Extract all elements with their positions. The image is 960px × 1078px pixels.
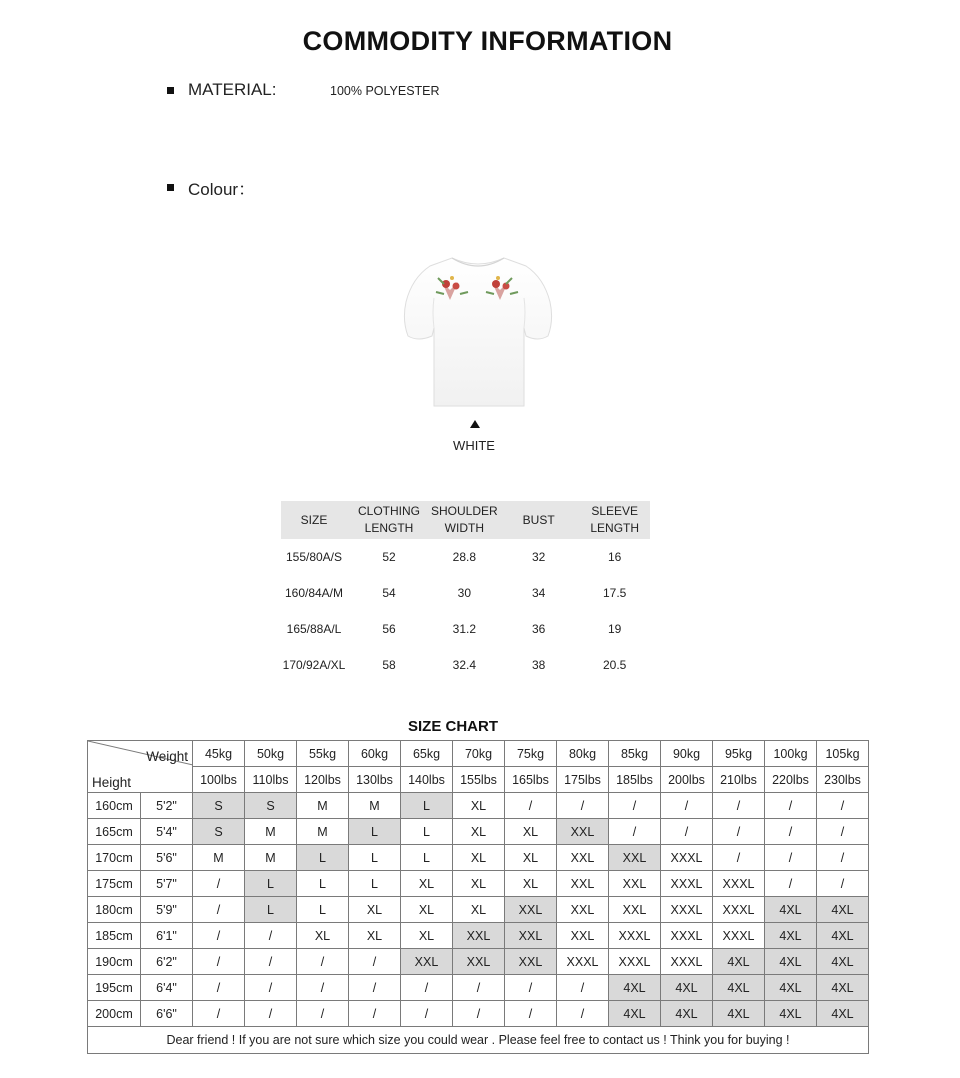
size-recommendation-cell: XXXL [713,923,765,949]
size-recommendation-cell: 4XL [765,897,817,923]
table-row [88,897,869,923]
size-recommendation-cell: / [401,1001,453,1027]
size-recommendation-cell: XL [401,923,453,949]
height-cm-cell: 180cm [88,897,141,923]
size-recommendation-cell: XL [453,845,505,871]
size-recommendation-cell: / [713,793,765,819]
height-cm-cell: 190cm [88,949,141,975]
size-recommendation-cell: XXXL [609,949,661,975]
sleeve-length-cell: 17.5 [603,586,627,600]
height-ft-cell: 6'6" [141,1001,193,1027]
size-recommendation-cell: M [193,845,245,871]
height-cm-cell: 165cm [88,819,141,845]
size-recommendation-cell: / [453,975,505,1001]
weight-lbs-header: 120lbs [297,767,349,793]
size-chart-footer-note: Dear friend ! If you are not sure which size you could wear . Please feel free to contact us ! Think you for buying ! [88,1027,869,1054]
page-title: COMMODITY INFORMATION [302,26,673,56]
table-row [88,975,869,1001]
size-recommendation-cell: XXL [453,923,505,949]
height-ft-cell: 5'2" [141,793,193,819]
header-sleeve-length: SLEEVE LENGTH [580,501,650,539]
size-recommendation-cell: XL [453,819,505,845]
weight-kg-header: 80kg [557,741,609,767]
weight-kg-header: 60kg [349,741,401,767]
size-recommendation-cell: L [401,819,453,845]
height-cm-cell: 160cm [88,793,141,819]
weight-kg-header: 65kg [401,741,453,767]
bullet-square-icon [167,184,174,191]
weight-kg-header: 105kg [817,741,869,767]
size-recommendation-cell: M [245,819,297,845]
weight-lbs-header: 210lbs [713,767,765,793]
size-recommendation-cell: M [297,793,349,819]
size-cell: 160/84A/M [284,586,344,600]
size-recommendation-cell: / [193,1001,245,1027]
size-recommendation-cell: 4XL [817,975,869,1001]
weight-kg-header: 90kg [661,741,713,767]
size-recommendation-cell: / [505,1001,557,1027]
colour-swatch-label: WHITE [453,438,495,453]
size-chart-title: SIZE CHART [408,718,498,735]
size-recommendation-cell: / [817,793,869,819]
weight-lbs-header: 165lbs [505,767,557,793]
size-recommendation-cell: / [765,819,817,845]
size-recommendation-cell: / [193,923,245,949]
weight-lbs-header: 175lbs [557,767,609,793]
shoulder-width-cell: 31.2 [452,622,477,636]
height-cm-cell: 170cm [88,845,141,871]
shoulder-width-cell: 32.4 [452,658,477,672]
size-recommendation-cell: XXL [453,949,505,975]
height-ft-cell: 5'4" [141,819,193,845]
size-recommendation-cell: XXL [557,871,609,897]
size-recommendation-cell: XXXL [713,897,765,923]
size-recommendation-cell: L [245,897,297,923]
bust-cell: 38 [532,658,546,672]
weight-lbs-header: 185lbs [609,767,661,793]
weight-kg-header: 45kg [193,741,245,767]
size-recommendation-cell: 4XL [713,1001,765,1027]
size-recommendation-cell: / [817,819,869,845]
size-recommendation-cell: / [193,975,245,1001]
weight-lbs-header: 110lbs [245,767,297,793]
size-recommendation-cell: / [193,949,245,975]
size-chart-corner-cell [88,741,193,793]
size-recommendation-cell: 4XL [765,1001,817,1027]
clothing-length-cell: 58 [382,658,396,672]
size-recommendation-cell: XXL [401,949,453,975]
size-recommendation-cell: / [557,1001,609,1027]
size-chart-kg-row [88,741,869,767]
weight-lbs-header: 155lbs [453,767,505,793]
height-ft-cell: 6'2" [141,949,193,975]
size-recommendation-cell: / [609,793,661,819]
size-recommendation-cell: 4XL [817,1001,869,1027]
size-recommendation-cell: / [349,1001,401,1027]
size-recommendation-cell: M [349,793,401,819]
size-recommendation-cell: S [245,793,297,819]
size-recommendation-cell: / [297,949,349,975]
size-recommendation-cell: / [765,871,817,897]
size-recommendation-cell: XXL [557,897,609,923]
size-recommendation-cell: / [245,949,297,975]
height-cm-cell: 175cm [88,871,141,897]
size-recommendation-cell: XL [453,793,505,819]
measurement-header-row [281,501,650,539]
table-row [88,923,869,949]
colour-row [167,175,255,200]
size-recommendation-cell: / [505,793,557,819]
size-recommendation-cell: 4XL [817,897,869,923]
size-recommendation-cell: XXL [505,949,557,975]
sleeve-length-cell: 16 [608,550,622,564]
size-chart-lbs-row [88,767,869,793]
table-row [281,539,650,575]
size-recommendation-cell: XL [401,897,453,923]
size-recommendation-cell: / [193,897,245,923]
size-recommendation-cell: 4XL [765,975,817,1001]
size-recommendation-cell: M [297,819,349,845]
size-recommendation-cell: 4XL [817,923,869,949]
weight-kg-header: 50kg [245,741,297,767]
size-recommendation-cell: 4XL [713,949,765,975]
weight-kg-header: 70kg [453,741,505,767]
weight-lbs-header: 200lbs [661,767,713,793]
size-recommendation-cell: / [557,975,609,1001]
size-recommendation-cell: 4XL [609,975,661,1001]
size-recommendation-cell: 4XL [765,949,817,975]
size-recommendation-cell: / [661,819,713,845]
bust-cell: 36 [532,622,546,636]
size-recommendation-cell: 4XL [765,923,817,949]
bullet-square-icon [167,87,174,94]
table-row [281,647,650,683]
weight-lbs-header: 100lbs [193,767,245,793]
material-value: 100% POLYESTER [330,84,440,98]
bust-cell: 32 [532,550,546,564]
size-recommendation-cell: / [193,871,245,897]
size-recommendation-cell: XXL [505,923,557,949]
height-ft-cell: 5'7" [141,871,193,897]
size-recommendation-cell: L [297,871,349,897]
size-recommendation-cell: XL [505,871,557,897]
size-recommendation-cell: 4XL [713,975,765,1001]
size-recommendation-cell: L [349,845,401,871]
table-row [88,1001,869,1027]
size-recommendation-cell: / [817,845,869,871]
corner-height-label: Height [92,775,132,790]
size-recommendation-cell: XXXL [609,923,661,949]
size-recommendation-cell: XL [349,923,401,949]
size-recommendation-cell: M [245,845,297,871]
size-recommendation-cell: 4XL [817,949,869,975]
size-recommendation-cell: XXXL [661,897,713,923]
size-recommendation-cell: / [245,923,297,949]
size-recommendation-cell: XL [453,897,505,923]
size-recommendation-cell: 4XL [661,975,713,1001]
header-clothing-length: CLOTHING LENGTH [347,501,431,539]
size-recommendation-cell: 4XL [661,1001,713,1027]
size-recommendation-cell: / [609,819,661,845]
weight-lbs-header: 130lbs [349,767,401,793]
size-recommendation-cell: XXXL [661,949,713,975]
size-recommendation-cell: L [245,871,297,897]
size-recommendation-cell: XL [453,871,505,897]
size-recommendation-cell: L [349,871,401,897]
weight-lbs-header: 220lbs [765,767,817,793]
size-recommendation-cell: XXXL [557,949,609,975]
size-recommendation-cell: XL [349,897,401,923]
weight-lbs-header: 140lbs [401,767,453,793]
clothing-length-cell: 52 [382,550,396,564]
table-row [281,575,650,611]
weight-kg-header: 55kg [297,741,349,767]
size-recommendation-cell: XXL [609,845,661,871]
size-cell: 165/88A/L [286,622,342,636]
size-recommendation-cell: S [193,819,245,845]
size-recommendation-cell: XXL [505,897,557,923]
size-recommendation-cell: L [349,819,401,845]
size-recommendation-cell: / [453,1001,505,1027]
size-recommendation-cell: / [557,793,609,819]
table-row [281,611,650,647]
size-recommendation-cell: XXL [557,923,609,949]
sleeve-length-cell: 19 [608,622,622,636]
size-recommendation-cell: 4XL [609,1001,661,1027]
table-row [88,793,869,819]
size-recommendation-cell: XL [297,923,349,949]
size-recommendation-cell: L [401,793,453,819]
material-row [167,80,276,100]
clothing-length-cell: 54 [382,586,396,600]
weight-kg-header: 75kg [505,741,557,767]
weight-kg-header: 100kg [765,741,817,767]
corner-weight-label: Weight [146,749,188,764]
size-recommendation-cell: XXXL [661,845,713,871]
size-recommendation-cell: / [713,845,765,871]
size-cell: 170/92A/XL [282,658,346,672]
size-recommendation-cell: XXL [609,871,661,897]
size-recommendation-cell: / [817,871,869,897]
size-cell: 155/80A/S [285,550,343,564]
height-ft-cell: 6'1" [141,923,193,949]
size-recommendation-cell: XXXL [661,923,713,949]
size-recommendation-cell: XXXL [661,871,713,897]
height-cm-cell: 185cm [88,923,141,949]
height-ft-cell: 6'4" [141,975,193,1001]
size-recommendation-cell: / [505,975,557,1001]
header-shoulder-width: SHOULDER WIDTH [431,501,498,539]
size-chart-footer-row [88,1027,869,1054]
size-recommendation-cell: L [297,845,349,871]
height-cm-cell: 200cm [88,1001,141,1027]
size-recommendation-cell: / [661,793,713,819]
size-recommendation-cell: XXL [557,845,609,871]
white-tshirt-product-image[interactable] [398,248,558,413]
height-ft-cell: 5'9" [141,897,193,923]
table-row [88,871,869,897]
size-recommendation-cell: / [401,975,453,1001]
shoulder-width-cell: 30 [457,586,472,600]
size-recommendation-cell: XXL [557,819,609,845]
size-recommendation-cell: L [297,897,349,923]
bust-cell: 34 [532,586,546,600]
size-recommendation-cell: / [765,845,817,871]
sleeve-length-cell: 20.5 [603,658,627,672]
size-recommendation-cell: / [297,1001,349,1027]
table-row [88,845,869,871]
clothing-length-cell: 56 [382,622,396,636]
size-recommendation-cell: XXXL [713,871,765,897]
size-recommendation-cell: L [401,845,453,871]
table-row [88,949,869,975]
size-recommendation-cell: XL [401,871,453,897]
colour-label: Colour： [188,180,256,199]
size-recommendation-cell: / [349,975,401,1001]
size-recommendation-cell: / [349,949,401,975]
height-cm-cell: 195cm [88,975,141,1001]
height-ft-cell: 5'6" [141,845,193,871]
weight-lbs-header: 230lbs [817,767,869,793]
size-recommendation-cell: / [245,975,297,1001]
size-recommendation-cell: / [713,819,765,845]
size-recommendation-cell: / [297,975,349,1001]
material-label: MATERIAL: [188,80,277,99]
size-recommendation-cell: S [193,793,245,819]
up-triangle-icon [470,420,480,428]
header-bust: BUST [498,501,580,539]
weight-kg-header: 85kg [609,741,661,767]
table-row [88,819,869,845]
size-recommendation-cell: XL [505,819,557,845]
header-size: SIZE [281,501,347,539]
size-recommendation-cell: XL [505,845,557,871]
size-recommendation-cell: / [245,1001,297,1027]
size-chart-table [87,740,869,1054]
weight-kg-header: 95kg [713,741,765,767]
measurement-table [281,501,650,683]
shoulder-width-cell: 28.8 [452,550,477,564]
size-recommendation-cell: / [765,793,817,819]
size-recommendation-cell: XXL [609,897,661,923]
